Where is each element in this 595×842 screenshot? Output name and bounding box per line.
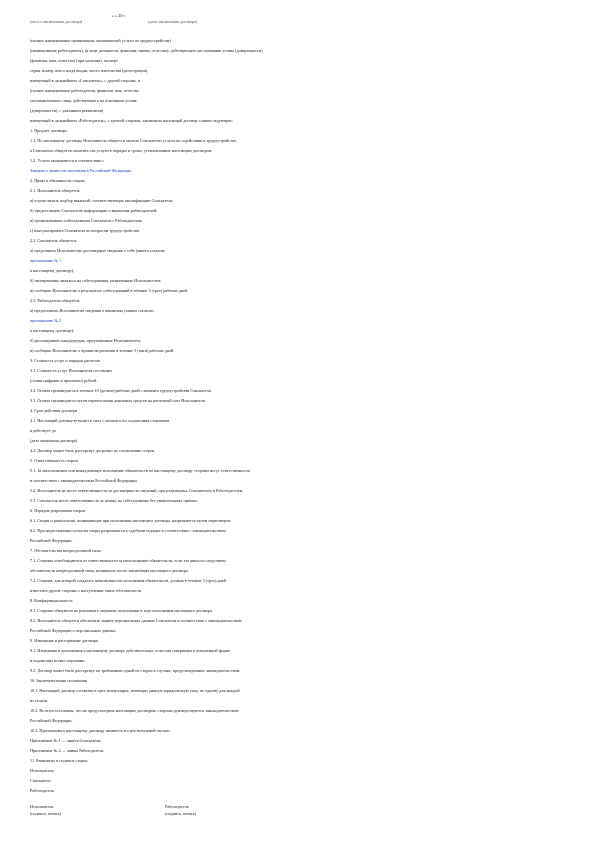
document-line: а) представить Исполнителю достоверные сведения о себе (анкета согласно — [30, 248, 166, 253]
document-line: 6.1. Споры и разногласия, возникающие при исполнении настоящего договора, разрешаются путем переговоров. — [30, 518, 232, 523]
date-line: « » 20 г. — [112, 13, 126, 18]
document-line: Исполнитель: — [30, 768, 55, 773]
document-line: 8. Конфиденциальность — [30, 598, 73, 603]
document-line: 5. Ответственность сторон — [30, 458, 78, 463]
document-line: 6.2. При недостижении согласия споры разрешаются в судебном порядке в соответствии с законодательством — [30, 528, 226, 533]
document-line: 2. Права и обязанности сторон — [30, 178, 85, 183]
document-line: Российской Федерации. — [30, 718, 73, 723]
document-line: 2.3. Работодатель обязуется: — [30, 298, 81, 303]
document-line: 2.1. Исполнитель обязуется: — [30, 188, 81, 193]
document-line: Соискатель: — [30, 778, 52, 783]
document-line: именуемый в дальнейшем «Соискатель», с другой стороны, и — [30, 78, 140, 83]
signature-right-caption: (подпись, печать) — [165, 811, 197, 816]
document-line: (сумма цифрами и прописью) рублей. — [30, 378, 98, 383]
document-line: и действует до — [30, 428, 57, 433]
document-line: и подписаны всеми сторонами. — [30, 658, 86, 663]
document-line: 2.2. Соискатель обязуется: — [30, 238, 78, 243]
document-line: б) своевременно являться на собеседования, назначенные Исполнителем; — [30, 278, 162, 283]
document-line: (полное наименование работодателя, фамилия, имя, отчество — [30, 88, 140, 93]
document-line: 7. Обстоятельства непреодолимой силы — [30, 548, 101, 553]
document-line: 5.3. Соискатель несет ответственность за неявку на собеседование без уважительных причин. — [30, 498, 198, 503]
document-line: 4.2. Договор может быть расторгнут досрочно по соглашению сторон. — [30, 448, 156, 453]
document-line: (полное наименование организации, оказывающей услуги по трудоустройству) — [30, 38, 172, 43]
document-line: (фамилия, имя, отчество) (при наличии), паспорт — [30, 58, 118, 63]
document-line: 9.2. Договор может быть расторгнут по требованию одной из сторон в случаях, предусмотренных законодательством. — [30, 668, 241, 673]
document-line: обстоятельств непреодолимой силы, возникших после заключения настоящего договора. — [30, 568, 189, 573]
document-line: в) сообщать Исполнителю о результатах собеседований в течение 3 (трех) рабочих дней. — [30, 288, 189, 293]
document-line: Российской Федерации. — [30, 538, 73, 543]
document-line: 9. Изменение и расторжение договора — [30, 638, 98, 643]
signature-left-label: Исполнитель — [30, 804, 54, 809]
document-line: из сторон. — [30, 698, 49, 703]
document-line: б) предоставлять Соискателю информацию о вакансиях работодателей; — [30, 208, 158, 213]
place-caption: (место заключения договора) — [30, 19, 83, 24]
document-line: 11. Реквизиты и подписи сторон — [30, 758, 88, 763]
document-line: 5.1. За неисполнение или ненадлежащее исполнение обязательств по настоящему договору стороны несут ответственность — [30, 468, 251, 473]
document-line: 1. Предмет договора — [30, 128, 67, 133]
document-link[interactable]: Законом о занятости населения в Российской Федерации — [30, 168, 132, 173]
document-line: 3. Стоимость услуг и порядок расчетов — [30, 358, 100, 363]
document-line: 8.2. Исполнитель обязуется обеспечить защиту персональных данных Соискателя в соответствии с законодательством — [30, 618, 242, 623]
document-line: 10.2. Во всем остальном, что не предусмотрено настоящим договором, стороны руководствуются законодательством — [30, 708, 239, 713]
document-line: известить другие стороны о наступлении таких обстоятельств. — [30, 588, 142, 593]
document-line: Работодатель: — [30, 788, 55, 793]
document-line: 10. Заключительные положения — [30, 678, 87, 683]
document-line: (наименование работодателя), (в лице должности, фамилии, имени, отчества), действующего на основании устава (доверенности), — [30, 48, 264, 53]
document-line: 7.1. Стороны освобождаются от ответственности за неисполнение обязательств, если это явилось следствием — [30, 558, 226, 563]
document-line: 1.1. По настоящему договору Исполнитель обязуется оказать Соискателю услуги по содействию в трудоустройстве, — [30, 138, 237, 143]
document-line: уполномоченного лица, действующего на основании устава — [30, 98, 137, 103]
document-line: к настоящему договору); — [30, 328, 75, 333]
document-line: Приложение № 2 — заявка Работодателя. — [30, 748, 104, 753]
document-line: 3.3. Оплата производится путем перечисления денежных средств на расчетный счет Исполнителя. — [30, 398, 206, 403]
document-line: 3.1. Стоимость услуг Исполнителя составляет — [30, 368, 113, 373]
document-line: б) рассматривать кандидатуры, предложенные Исполнителем; — [30, 338, 141, 343]
document-line: 8.1. Стороны обязуются не разглашать сведения, полученные в ходе исполнения настоящего договора. — [30, 608, 213, 613]
document-line: 4. Срок действия договора — [30, 408, 78, 413]
signature-left-caption: (подпись, печать) — [30, 811, 62, 816]
date-caption: (дата заключения договора) — [148, 19, 198, 24]
document-link[interactable]: приложению № 1 — [30, 258, 62, 263]
document-line: в соответствии с законодательством Российской Федерации. — [30, 478, 138, 483]
document-link[interactable]: приложению № 2 — [30, 318, 62, 323]
document-line: Приложение № 1 — анкета Соискателя; — [30, 738, 102, 743]
document-line: 4.1. Настоящий договор вступает в силу с момента его подписания сторонами — [30, 418, 170, 423]
document-line: а) осуществлять подбор вакансий, соответствующих квалификации Соискателя; — [30, 198, 174, 203]
document-line: (дата окончания договора) — [30, 438, 78, 443]
document-line: в) организовывать собеседования Соискателя с Работодателем; — [30, 218, 143, 223]
document-line: 1.2. Услуги оказываются в соответствии с — [30, 158, 105, 163]
document-line: а) предоставить Исполнителю сведения о вакансиях (заявка согласно — [30, 308, 154, 313]
document-line: г) консультировать Соискателя по вопросам трудоустройства. — [30, 228, 141, 233]
document-line: (доверенности), с указанием реквизитов) — [30, 108, 104, 113]
document-line: к настоящему договору); — [30, 268, 75, 273]
document-line: серия, номер, кем и когда выдан, место жительства (регистрации), — [30, 68, 149, 73]
document-line: а Соискатель обязуется оплатить эти услуги в порядке и сроки, установленные настоящим договором. — [30, 148, 213, 153]
document-line: 5.2. Исполнитель не несет ответственности за достоверность сведений, представленных Соискателем и Работодателем. — [30, 488, 244, 493]
document-line: в) сообщать Исполнителю о принятом решении в течение 5 (пяти) рабочих дней. — [30, 348, 175, 353]
document-line: 3.2. Оплата производится в течение 10 (десяти) рабочих дней с момента трудоустройства Соискателя. — [30, 388, 212, 393]
document-line: 6. Порядок разрешения споров — [30, 508, 86, 513]
document-line: 9.1. Изменения и дополнения к настоящему договору действительны, если они совершены в письменной форме — [30, 648, 231, 653]
document-line: 10.3. Приложения к настоящему договору являются его неотъемлемой частью: — [30, 728, 171, 733]
document-line: 7.2. Сторона, для которой создалась невозможность исполнения обязательств, должна в течение 3 (трех) дней — [30, 578, 226, 583]
document-line: именуемый в дальнейшем «Работодатель», с третьей стороны, заключили настоящий договор о нижеследующем: — [30, 118, 233, 123]
document-line: 10.1. Настоящий договор составлен в трех экземплярах, имеющих равную юридическую силу, по одному для каждой — [30, 688, 240, 693]
signature-right-label: Работодатель — [165, 804, 189, 809]
document-line: Российской Федерации о персональных данных. — [30, 628, 117, 633]
